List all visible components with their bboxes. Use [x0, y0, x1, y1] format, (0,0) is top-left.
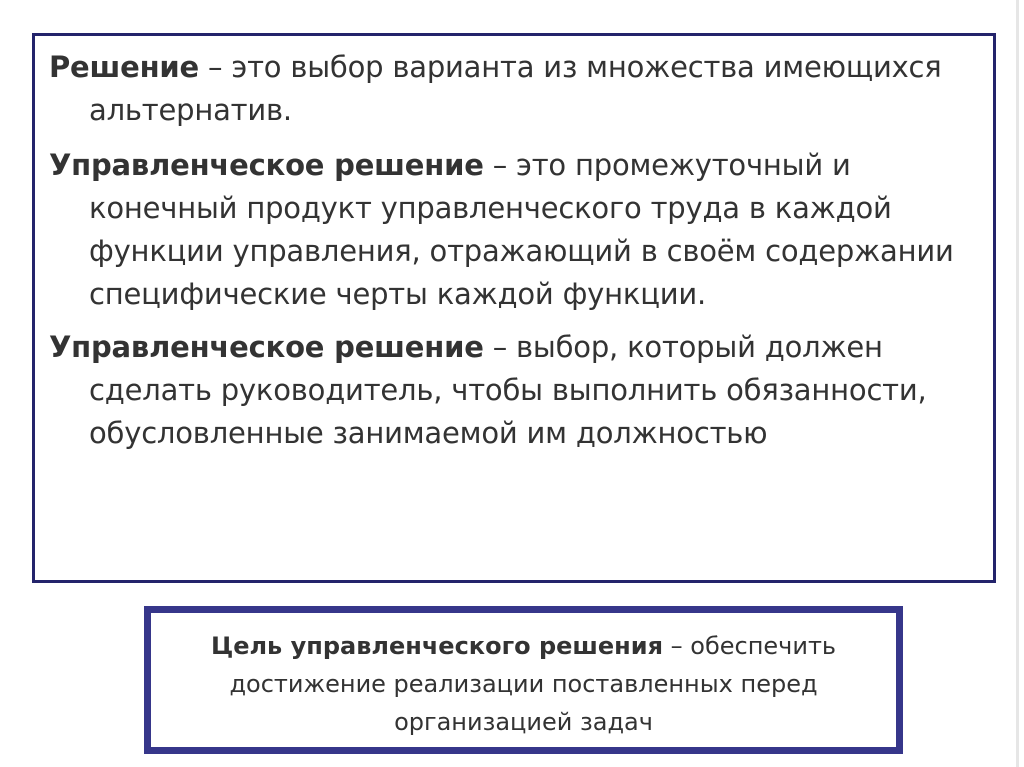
definition-text: – это промежуточный и конечный продукт управленческого труда в каждой функции управления, отражающий в своём содержании специфические черты каждой функции.: [89, 148, 954, 311]
definition-paragraph: [49, 326, 993, 455]
goal-paragraph: [151, 627, 896, 741]
definition-term: Решение: [49, 50, 200, 84]
slide-edge-line: [1016, 0, 1019, 767]
definition-text: – выбор, который должен сделать руководитель, чтобы выполнить обязанности, обусловленные занимаемой им должностью: [89, 330, 927, 450]
definition-term: Управленческое решение: [49, 148, 484, 182]
goal-box: [144, 606, 903, 754]
definition-term: Управленческое решение: [49, 330, 484, 364]
goal-text: – обеспечить достижение реализации поставленных перед организацией задач: [229, 632, 837, 736]
definition-paragraph: [49, 144, 993, 316]
goal-term: Цель управленческого решения: [210, 632, 663, 660]
definition-paragraph: [49, 46, 993, 132]
definition-text: – это выбор варианта из множества имеющихся альтернатив.: [89, 50, 942, 127]
definitions-box: [32, 33, 996, 583]
